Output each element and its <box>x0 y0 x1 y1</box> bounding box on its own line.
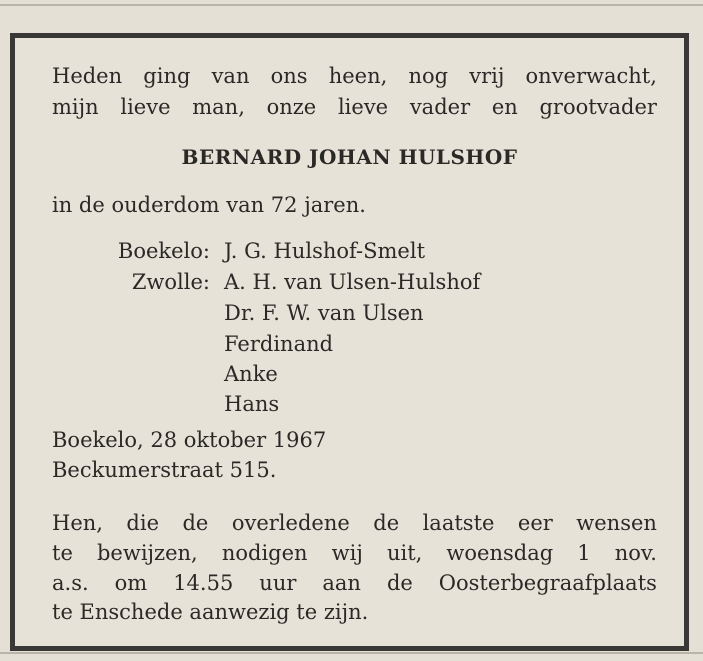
address-line: Beckumerstraat 515. <box>52 458 277 482</box>
word: vrij <box>469 64 505 88</box>
word: laatste <box>422 511 495 535</box>
family-name: Hans <box>224 392 280 416</box>
word: Heden <box>52 64 123 88</box>
family-place: Boekelo: <box>117 239 210 263</box>
bottom-divider-rule <box>0 652 703 654</box>
word: uur <box>259 571 297 595</box>
word: 1 <box>577 541 591 565</box>
closing-line-2 <box>52 539 657 567</box>
intro-line-1 <box>52 62 657 90</box>
word: uit, <box>386 541 423 565</box>
age-line: in de ouderdom van 72 jaren. <box>52 193 366 217</box>
closing-line-4: te Enschede aanwezig te zijn. <box>52 600 369 624</box>
family-name: J. G. Hulshof-Smelt <box>224 239 426 263</box>
word: woensdag <box>446 541 554 565</box>
word: man, <box>192 95 245 119</box>
word: overledene <box>231 511 350 535</box>
word: Hen, <box>52 511 103 535</box>
closing-line-1 <box>52 509 657 537</box>
intro-line-2 <box>52 93 657 121</box>
word: onverwacht, <box>525 64 657 88</box>
word: van <box>211 64 250 88</box>
deceased-name: BERNARD JOHAN HULSHOF <box>181 145 518 169</box>
word: grootvader <box>539 95 657 119</box>
word: nov. <box>614 541 657 565</box>
closing-line-3 <box>52 569 657 597</box>
date-line: Boekelo, 28 oktober 1967 <box>52 428 327 452</box>
family-name: Anke <box>224 362 278 386</box>
word: nog <box>408 64 449 88</box>
word: mijn <box>52 95 99 119</box>
word: de <box>386 571 413 595</box>
word: vader <box>409 95 471 119</box>
word: en <box>491 95 518 119</box>
word: onze <box>266 95 317 119</box>
word: aan <box>322 571 361 595</box>
word: eer <box>517 511 553 535</box>
word: lieve <box>337 95 389 119</box>
word: a.s. <box>52 571 89 595</box>
word: wij <box>331 541 363 565</box>
word: om <box>114 571 148 595</box>
word: heen, <box>328 64 388 88</box>
word: 14.55 <box>173 571 234 595</box>
family-place: Zwolle: <box>131 270 210 294</box>
word: nodigen <box>221 541 308 565</box>
family-name: Ferdinand <box>224 332 334 356</box>
word: te <box>52 541 73 565</box>
word: ons <box>270 64 308 88</box>
word: wensen <box>576 511 657 535</box>
word: ging <box>143 64 191 88</box>
top-divider-rule <box>0 4 703 6</box>
word: die <box>126 511 160 535</box>
word: de <box>373 511 400 535</box>
family-name: A. H. van Ulsen-Hulshof <box>224 270 481 294</box>
obituary-notice <box>10 33 689 651</box>
word: bewijzen, <box>96 541 198 565</box>
word: Oosterbegraafplaats <box>438 571 657 595</box>
word: lieve <box>120 95 171 119</box>
family-name: Dr. F. W. van Ulsen <box>224 301 424 325</box>
word: de <box>182 511 209 535</box>
